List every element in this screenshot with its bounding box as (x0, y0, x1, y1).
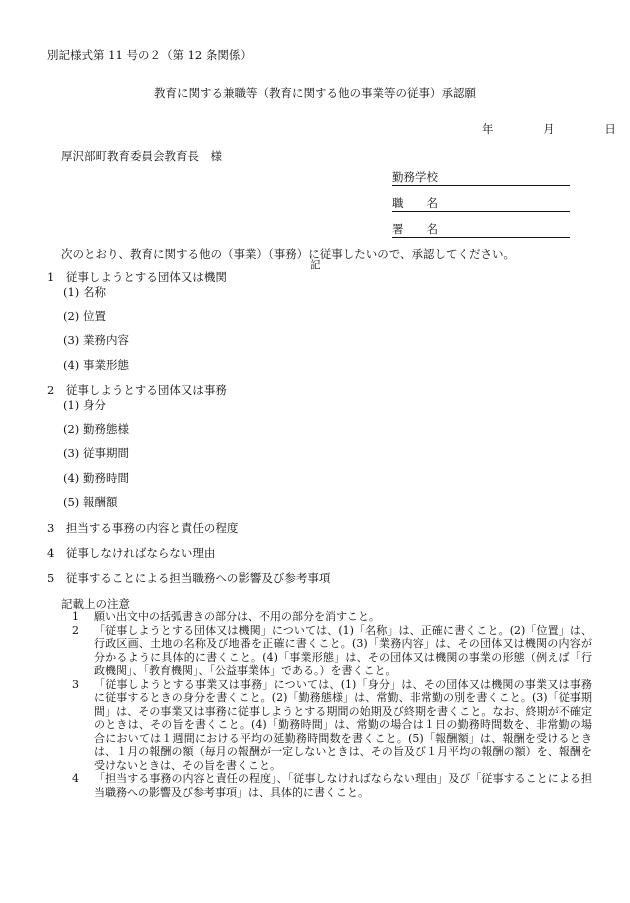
note-number: 1 (72, 610, 79, 623)
note-item (72, 678, 592, 773)
note-text: 「従事しようとする団体又は機関」については、(1)「名称」は、正確に書くこと。(2)「位置」は、行政区画、土地の名称及び地番を正確に書くこと。(3)「業務内容」は、その団体又は機関の内容が分かるように具体的に書くこと。(4)「事業形態」は、その団体又は機関の事業の形態（例えば「行政機関」、「教育機関」、「公益事業体」である。）を書くこと。 (94, 623, 592, 677)
section-4-title: 4 従事しなければならない理由 (47, 546, 216, 560)
position-field: 職 名 (392, 196, 570, 212)
date-day: 日 (604, 122, 616, 136)
section-2-item-1: (1) 身分 (63, 398, 106, 412)
date-month: 月 (543, 122, 555, 136)
intro-text: 次のとおり、教育に関する他の（事業）（事務）に従事したいので、承認してください。 (61, 247, 516, 261)
school-field: 勤務学校 (392, 170, 570, 186)
note-text: 「従事しようとする事業又は事務」については、(1)「身分」は、その団体又は機関の事業又は事務に従事するときの身分を書くこと。(2)「勤務態様」は、常勤、非常勤の別を書くこと。(3)「従事期間」は、その事業又は事務に従事しようとする期間の始期及び終期を書くこと。なお、終期が不確定のときは、その旨を書くこと。(4)「勤務時間」は、常勤の場合は１日の勤務時間数を、非常勤の場合においては１週間における平均の延勤務時間数を書くこと。(5)「報酬額」は、報酬を受けるときは、１月の報酬の額（毎月の報酬が一定しないときは、その旨及び１月平均の報酬の額）を、報酬を受けないときは、その旨を書くこと。 (94, 677, 592, 772)
notes-heading: 記載上の注意 (61, 597, 130, 611)
note-item (72, 772, 592, 799)
section-2-item-2: (2) 勤務態様 (63, 422, 129, 436)
section-2-item-5: (5) 報酬額 (63, 495, 118, 509)
section-5-title: 5 従事することによる担当職務への影響及び参考事項 (47, 571, 331, 585)
section-3-title: 3 担当する事務の内容と責任の程度 (47, 521, 239, 535)
form-number: 別記様式第 11 号の２（第 12 条関係） (47, 48, 252, 62)
document-title: 教育に関する兼職等（教育に関する他の事業等の従事）承認願 (154, 86, 476, 100)
date-line (482, 122, 616, 137)
section-1-item-1: (1) 名称 (63, 285, 106, 299)
note-number: 3 (72, 677, 79, 691)
section-1-title: 1 従事しようとする団体又は機関 (47, 270, 227, 284)
section-2-title: 2 従事しようとする団体又は事務 (47, 383, 227, 397)
addressee: 厚沢部町教育委員会教育長 様 (61, 149, 222, 163)
section-1-item-3: (3) 業務内容 (63, 333, 129, 347)
section-2-item-4: (4) 勤務時間 (63, 471, 129, 485)
section-1-item-2: (2) 位置 (63, 309, 106, 323)
note-text: 願い出文中の括弧書きの部分は、不用の部分を消すこと。 (94, 610, 380, 623)
note-number: 2 (72, 623, 79, 637)
section-1-item-4: (4) 事業形態 (63, 358, 129, 372)
note-item (72, 610, 592, 624)
notes-list (72, 610, 592, 799)
ki-label: 記 (310, 259, 321, 271)
name-field: 署 名 (392, 222, 570, 238)
note-number: 4 (72, 772, 79, 785)
note-item (72, 624, 592, 678)
date-year: 年 (482, 122, 494, 136)
section-2-item-3: (3) 従事期間 (63, 446, 129, 460)
note-text: 「担当する事務の内容と責任の程度」、「従事しなければならない理由」及び「従事することによる担当職務への影響及び参考事項」は、具体的に書くこと。 (94, 772, 592, 799)
